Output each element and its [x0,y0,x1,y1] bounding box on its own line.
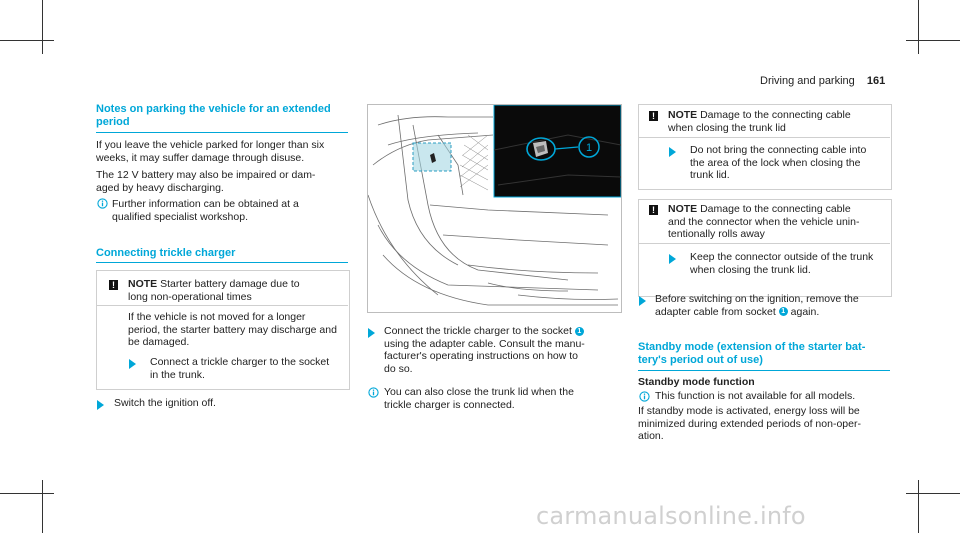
text-line: aged by heavy discharging. [96,181,224,194]
text-line: You can also close the trunk lid when the [384,386,574,398]
page-number: 161 [866,75,886,87]
note-title [128,278,343,303]
action-arrow-icon [97,400,104,410]
info-trunk-lid [384,386,624,411]
section-heading-standby [638,341,898,367]
text-line: Damage to the connecting cable [700,109,851,121]
crop-mark [918,0,919,54]
text-line: using the adapter cable. Consult the manu- [384,337,585,350]
text-line: when closing the trunk lid [668,121,786,134]
text-line: Connect the trickle charger to the socket [384,325,572,337]
note-divider [96,305,348,306]
warning-icon: ! [649,205,658,215]
trunk-illustration [368,105,621,312]
section-heading-parking [96,103,356,129]
heading-line: Notes on parking the vehicle for an extended [96,103,331,115]
text-line: Do not bring the connecting cable into [690,144,867,156]
text-line: Damage to the connecting cable [700,203,851,215]
info-availability [655,390,895,403]
crop-mark [906,40,960,41]
text-line: This function is not available for all models. [655,390,856,402]
subheading-standby-function: Standby mode function [638,376,755,388]
action-arrow-icon [129,359,136,369]
info-icon [97,198,108,209]
text-line: trunk lid. [690,169,730,181]
note-title [668,203,886,241]
heading-line: tery's period out of use) [638,354,763,366]
text-line: weeks, it may suffer damage through disuse. [96,151,305,164]
note-action [690,251,886,276]
info-icon [639,391,650,402]
text-line: adapter cable from socket [655,305,776,318]
text-line: Further information can be obtained at a [112,198,299,210]
figure-callout-label: 1 [585,142,593,154]
text-line: The 12 V battery may also be impaired or dam- [96,169,316,181]
crop-mark [0,40,54,41]
text-line: minimized during extended periods of non-oper- [638,417,861,430]
warning-icon: ! [649,111,658,121]
text-line: the area of the lock when closing the [690,156,861,169]
note-label: NOTE [668,109,698,121]
step-remove-adapter [655,293,895,318]
text-line: again. [790,305,820,318]
text-line: If the vehicle is not moved for a longer [128,311,306,323]
running-header [760,75,885,88]
note-label: NOTE [668,203,698,215]
socket-callout-badge: 1 [575,327,584,336]
section-title: Driving and parking [760,75,855,87]
text-line: when closing the trunk lid. [690,263,811,276]
text-line: facturer's operating instructions on how to [384,350,579,362]
note-title [668,109,886,134]
crop-mark [918,480,919,533]
text-line: qualified specialist workshop. [112,210,248,223]
crop-mark [0,493,54,494]
note-action [150,356,345,381]
text-line: tentionally rolls away [668,228,765,240]
watermark-text: carmanualsonline.info [536,502,806,530]
action-arrow-icon [669,147,676,157]
heading-rule [96,132,348,133]
crop-mark [42,0,43,54]
trunk-figure [367,104,622,313]
note-divider [638,243,890,244]
warning-icon: ! [109,280,118,290]
text-line: do so. [384,362,413,375]
heading-rule [638,370,890,371]
note-body [128,311,343,349]
crop-mark [42,480,43,533]
text-line: long non-operational times [128,290,252,303]
crop-mark [906,493,960,494]
text-line: Starter battery damage due to [160,278,300,290]
section-heading-trickle: Connecting trickle charger [96,247,236,259]
text-line: If standby mode is activated, energy loss will be [638,405,860,417]
info-specialist [112,198,352,223]
text-line: Connect a trickle charger to the socket [150,356,330,368]
action-arrow-icon [368,328,375,338]
heading-line: Standby mode (extension of the starter bat- [638,341,866,353]
step-connect-charger [384,325,624,375]
step-ignition-off: Switch the ignition off. [114,397,216,409]
info-icon [368,387,379,398]
text-line: be damaged. [128,336,190,348]
text-line: ation. [638,430,664,442]
action-arrow-icon [639,296,646,306]
note-label: NOTE [128,278,158,290]
paragraph-disuse [96,139,356,164]
text-line: and the connector when the vehicle unin- [668,215,860,228]
text-line: If you leave the vehicle parked for longer than six [96,139,325,151]
text-line: Keep the connector outside of the trunk [690,251,874,263]
text-line: in the trunk. [150,368,205,381]
heading-rule [96,262,348,263]
paragraph-standby [638,405,898,443]
text-line: period, the starter battery may discharge and [128,323,337,336]
note-divider [638,137,890,138]
socket-callout-badge: 1 [779,307,788,316]
text-line: trickle charger is connected. [384,398,515,411]
action-arrow-icon [669,254,676,264]
note-action [690,144,886,182]
heading-line: period [96,116,130,128]
paragraph-battery [96,169,356,194]
text-line: Before switching on the ignition, remove the [655,293,859,305]
